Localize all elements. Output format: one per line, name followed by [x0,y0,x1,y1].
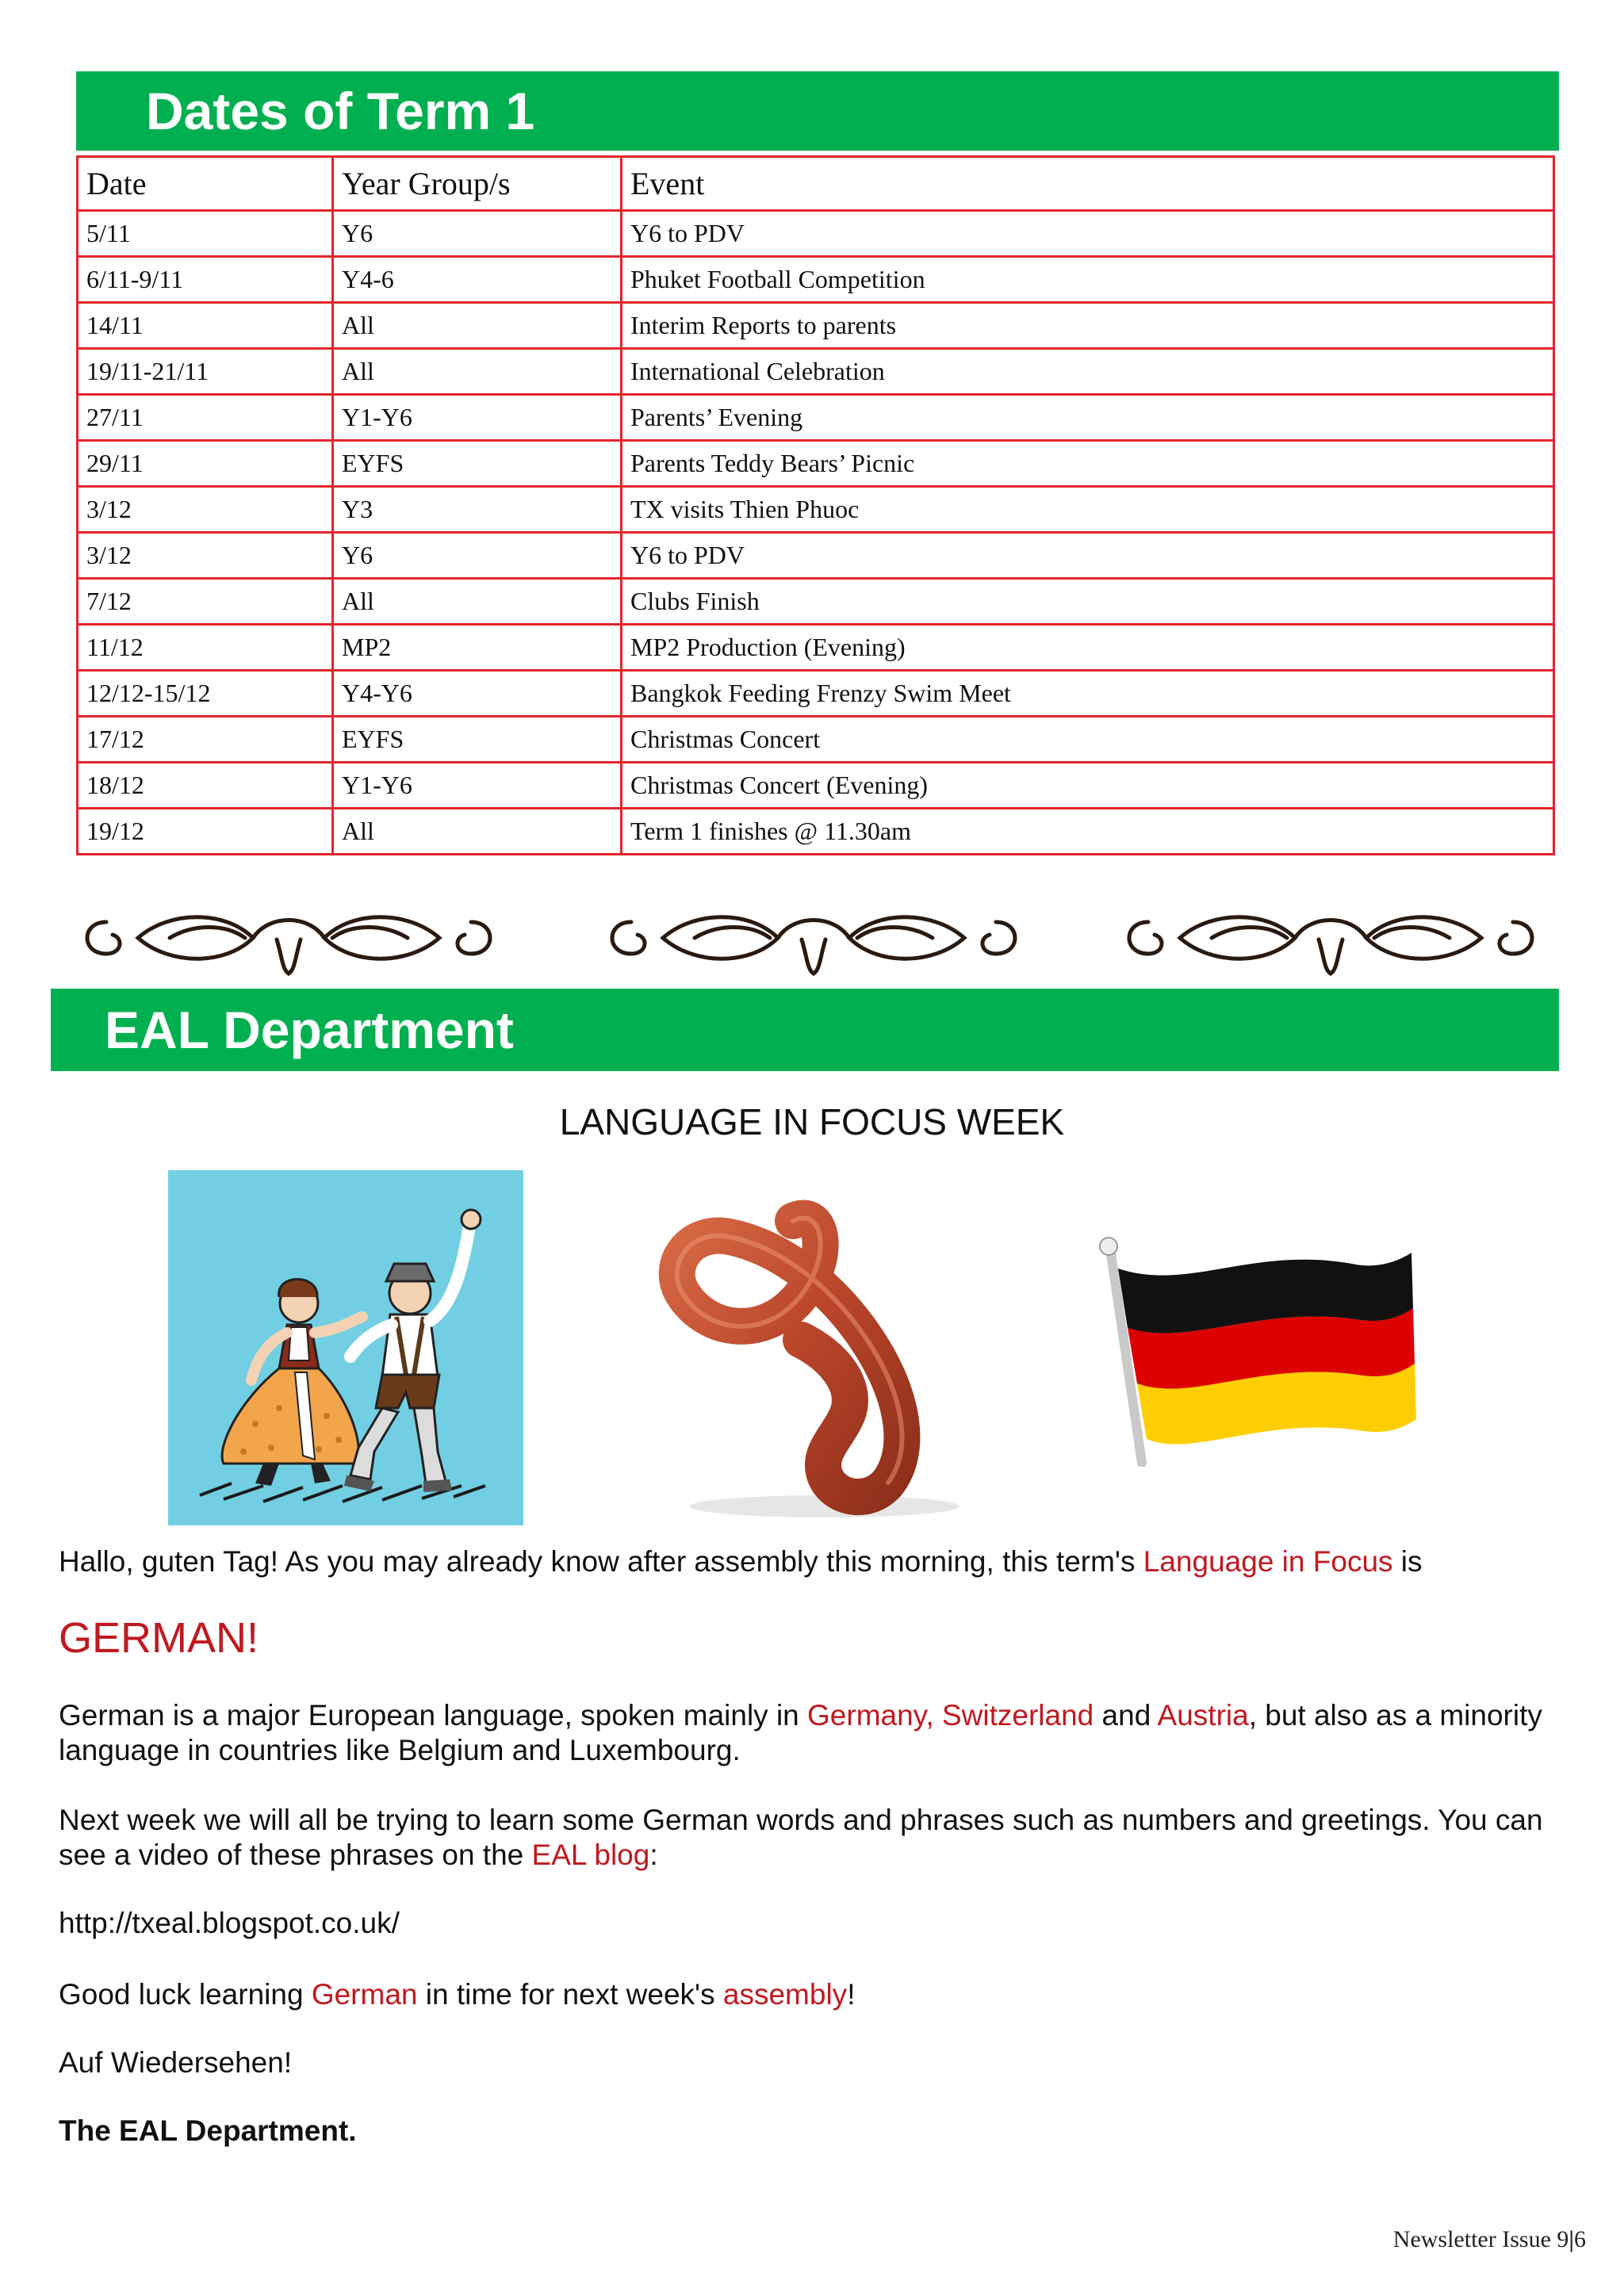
cell-year-group: All [333,349,622,395]
cell-event: Christmas Concert (Evening) [622,763,1554,809]
column-header-event: Event [622,157,1554,211]
cell-year-group: Y3 [333,487,622,533]
assembly-highlight: assembly [722,1978,848,2011]
cell-event: Phuket Football Competition [622,257,1554,303]
paragraph-text: in time for next week's [417,1978,723,2011]
paragraph-text: : [649,1839,658,1871]
cell-event: International Celebration [622,349,1554,395]
cell-date: 27/11 [78,395,333,441]
good-luck-paragraph [59,1977,1549,2012]
dancers-illustration [168,1170,523,1525]
cell-event: TX visits Thien Phuoc [622,487,1554,533]
table-row [78,671,1554,717]
intro-paragraph [59,1544,1549,1579]
language-focus-heading: LANGUAGE IN FOCUS WEEK [559,1101,1065,1142]
next-week-paragraph [59,1803,1549,1873]
signoff: The EAL Department. [59,2114,357,2147]
cell-date: 6/11-9/11 [78,257,333,303]
cell-event: Y6 to PDV [622,211,1554,257]
cell-year-group: Y6 [333,211,622,257]
cell-year-group: EYFS [333,441,622,487]
term-dates-title: Dates of Term 1 [146,82,535,140]
table-row [78,579,1554,625]
cell-year-group: Y4-6 [333,257,622,303]
column-header-year-group: Year Group/s [333,157,622,211]
austria-highlight: Austria [1157,1699,1249,1732]
cell-event: Clubs Finish [622,579,1554,625]
cell-year-group: MP2 [333,625,622,671]
footer-separator: | [1568,2226,1574,2252]
cell-event: Term 1 finishes @ 11.30am [622,809,1554,855]
table-row [78,303,1554,349]
cell-date: 11/12 [78,625,333,671]
cell-date: 14/11 [78,303,333,349]
cell-event: MP2 Production (Evening) [622,625,1554,671]
table-row [78,257,1554,303]
table-row [78,717,1554,763]
intro-text: Hallo, guten Tag! As you may already know after assembly this morning, this term's [59,1545,1143,1578]
cell-date: 29/11 [78,441,333,487]
eal-department-banner [51,989,1559,1071]
table-row [78,533,1554,579]
german-flag-icon [1094,1237,1427,1467]
cell-event: Y6 to PDV [622,533,1554,579]
cell-event: Christmas Concert [622,717,1554,763]
paragraph-text: Good luck learning [59,1978,312,2011]
table-row [78,763,1554,809]
cell-date: 5/11 [78,211,333,257]
cell-year-group: EYFS [333,717,622,763]
cell-date: 7/12 [78,579,333,625]
intro-text-end: is [1392,1545,1423,1578]
cell-date: 17/12 [78,717,333,763]
column-header-date: Date [78,157,333,211]
paragraph-text: Next week we will all be trying to learn some German words and phrases such as numbers and greetings. You can see a video of these phrases on the [59,1804,1543,1871]
flourish-divider-icon [75,898,503,978]
table-row [78,349,1554,395]
paragraph-text: , but also as a minority language in countries like Belgium and Luxembourg. [59,1699,1542,1766]
german-description-paragraph [59,1698,1549,1768]
eal-blog-highlight: EAL blog [531,1839,650,1871]
language-in-focus-highlight: Language in Focus [1143,1545,1393,1578]
table-row [78,809,1554,855]
cell-event: Interim Reports to parents [622,303,1554,349]
table-row [78,395,1554,441]
sausage-photo [634,1173,991,1530]
table-header-row [78,157,1554,211]
cell-year-group: All [333,303,622,349]
cell-year-group: All [333,809,622,855]
cell-date: 19/12 [78,809,333,855]
cell-date: 19/11-21/11 [78,349,333,395]
page-number: 6 [1574,2226,1586,2252]
term-dates-banner [76,71,1559,151]
cell-year-group: All [333,579,622,625]
term-dates-table [76,155,1555,855]
table-row [78,211,1554,257]
cell-event: Bangkok Feeding Frenzy Swim Meet [622,671,1554,717]
goodbye-line: Auf Wiedersehen! [59,2046,293,2079]
paragraph-text: German is a major European language, spoken mainly in [59,1699,808,1732]
cell-event: Parents Teddy Bears’ Picnic [622,441,1554,487]
cell-year-group: Y1-Y6 [333,763,622,809]
eal-department-title: EAL Department [105,1001,514,1059]
page-footer [1393,2226,1586,2253]
flourish-divider-icon [1116,898,1545,978]
table-row [78,487,1554,533]
flourish-divider-icon [599,898,1028,978]
table-row [78,625,1554,671]
cell-date: 18/12 [78,763,333,809]
countries-highlight: Germany, Switzerland [807,1699,1094,1732]
cell-year-group: Y4-Y6 [333,671,622,717]
cell-year-group: Y1-Y6 [333,395,622,441]
paragraph-text: ! [847,1978,856,2011]
cell-year-group: Y6 [333,533,622,579]
german-heading: GERMAN! [59,1614,259,1662]
paragraph-text: and [1094,1699,1158,1732]
german-highlight: German [311,1978,418,2011]
cell-date: 3/12 [78,533,333,579]
table-row [78,441,1554,487]
cell-date: 12/12-15/12 [78,671,333,717]
newsletter-issue-label: Newsletter Issue 9 [1392,2226,1569,2252]
blog-url[interactable]: http://txeal.blogspot.co.uk/ [59,1907,400,1939]
cell-event: Parents’ Evening [622,395,1554,441]
cell-date: 3/12 [78,487,333,533]
